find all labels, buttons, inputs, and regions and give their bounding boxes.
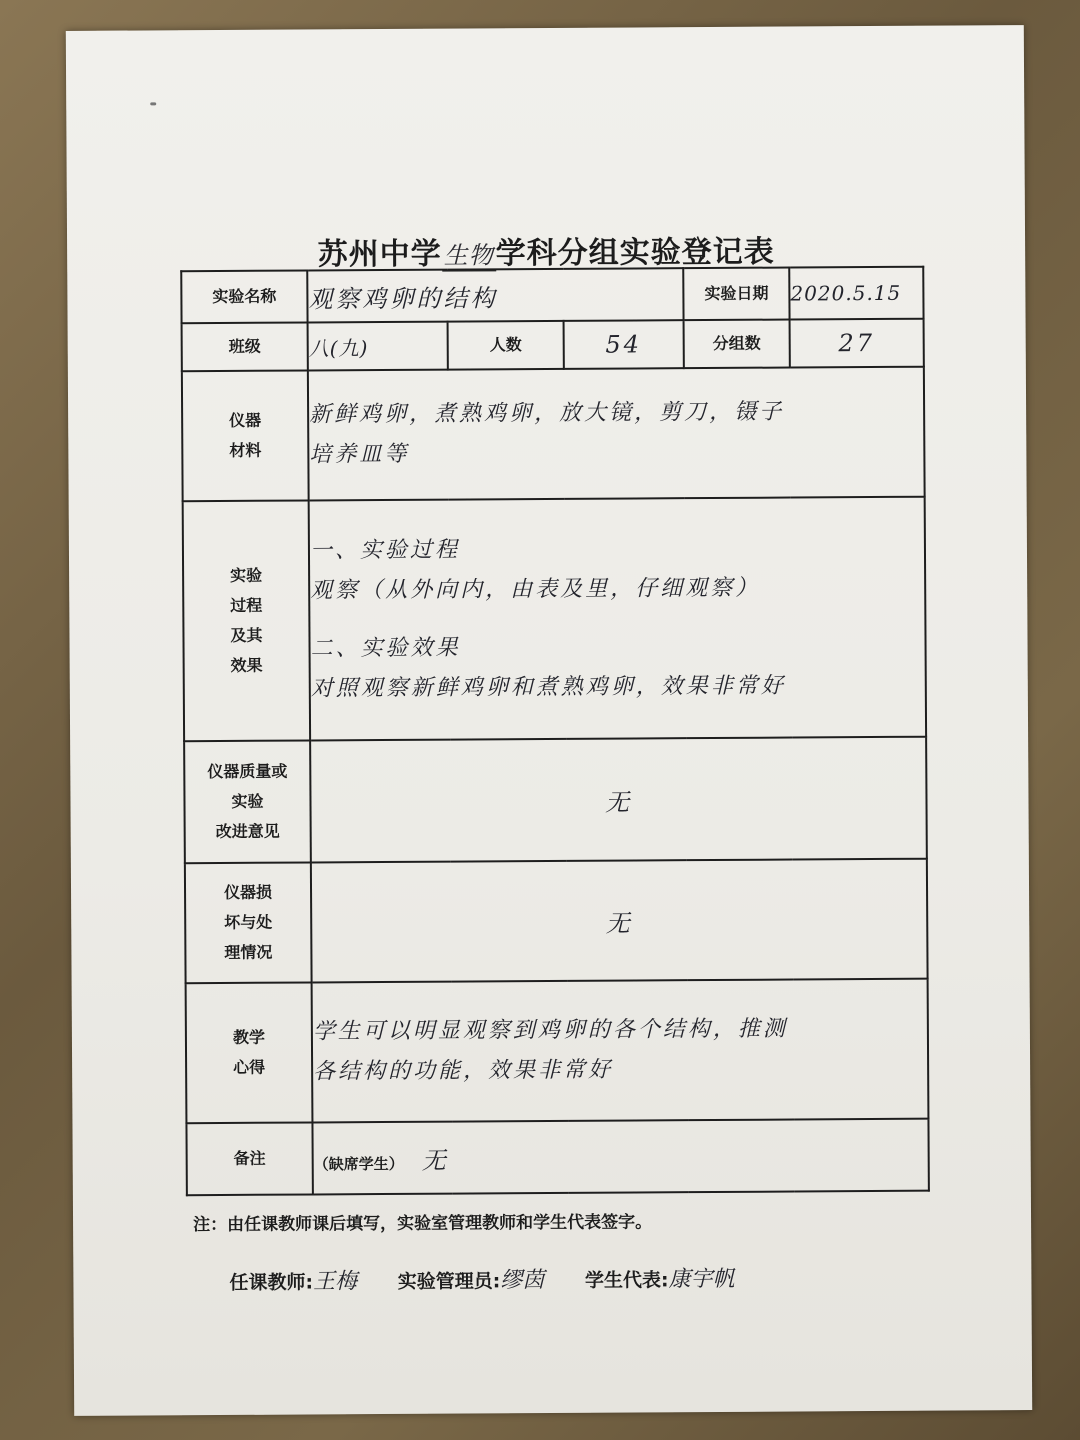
experiment-name-value: 观察鸡卵的结构 xyxy=(307,268,683,322)
process-line: 观察（从外向内，由表及里，仔细观察） xyxy=(310,575,761,604)
row-improvement xyxy=(184,737,927,864)
materials-line: 培养皿等 xyxy=(309,441,410,468)
label-line: 心得 xyxy=(233,1057,266,1077)
label-line: 实验 xyxy=(230,565,263,585)
process-value xyxy=(309,497,926,741)
improvement-value: 无 xyxy=(310,737,927,863)
lab-manager-signature: 缪茵 xyxy=(500,1268,545,1294)
label-line: 过程 xyxy=(230,595,263,615)
label-materials xyxy=(182,370,309,501)
process-line: 二、实验效果 xyxy=(310,635,461,662)
label-process xyxy=(183,500,310,741)
damage-value: 无 xyxy=(311,859,928,983)
label-line: 材料 xyxy=(229,440,262,460)
label-line: 实验 xyxy=(231,791,264,811)
label-line: 仪器 xyxy=(229,410,262,430)
label-group-count: 分组数 xyxy=(684,320,790,369)
reflection-value xyxy=(312,979,929,1123)
signature-line xyxy=(229,1262,768,1296)
row-remarks xyxy=(186,1119,928,1196)
row-process xyxy=(183,497,926,742)
label-class: 班级 xyxy=(182,322,308,371)
label-reflection xyxy=(186,982,313,1123)
student-rep-signature: 康宇帆 xyxy=(668,1266,735,1293)
class-value: 八(九) xyxy=(308,322,448,371)
materials-line: 新鲜鸡卵，煮熟鸡卵，放大镜，剪刀，镊子 xyxy=(309,399,785,428)
registration-form xyxy=(180,266,930,1197)
remarks-value xyxy=(312,1119,928,1195)
label-line: 教学 xyxy=(232,1027,265,1047)
row-damage xyxy=(185,859,928,984)
label-remarks: 备注 xyxy=(186,1122,312,1195)
label-line: 理情况 xyxy=(224,942,273,962)
process-line: 对照观察新鲜鸡卵和煮熟鸡卵，效果非常好 xyxy=(310,673,786,702)
teacher-label: 任课教师: xyxy=(229,1271,314,1294)
paper-sheet xyxy=(66,25,1032,1416)
label-line: 仪器质量或 xyxy=(207,761,288,782)
row-reflection xyxy=(186,979,929,1124)
title-subject: 生物 xyxy=(442,241,496,271)
label-headcount: 人数 xyxy=(448,321,564,370)
row-materials xyxy=(182,367,925,502)
materials-value xyxy=(308,367,925,501)
experiment-date-value: 2020.5.15 xyxy=(789,267,923,320)
label-experiment-name: 实验名称 xyxy=(181,270,307,323)
absent-label: （缺席学生） xyxy=(313,1154,404,1173)
teacher-signature: 王梅 xyxy=(312,1269,358,1295)
remarks-text: 无 xyxy=(421,1146,449,1175)
label-line: 仪器损 xyxy=(223,882,273,902)
lab-manager-label: 实验管理员: xyxy=(397,1270,501,1293)
label-line: 坏与处 xyxy=(224,912,273,932)
title-suffix: 学科分组实验登记表 xyxy=(495,234,775,272)
label-improvement xyxy=(184,740,311,863)
title-prefix: 苏州中学 xyxy=(317,236,442,273)
label-line: 及其 xyxy=(230,625,263,645)
footnote: 注：由任课教师课后填写，实验室管理教师和学生代表签字。 xyxy=(193,1212,653,1236)
reflection-line: 学生可以明显观察到鸡卵的各个结构，推测 xyxy=(312,1016,788,1045)
paper-mark xyxy=(150,102,156,105)
student-rep-label: 学生代表: xyxy=(584,1269,669,1292)
row-experiment-name xyxy=(181,267,923,324)
label-line: 效果 xyxy=(230,655,263,675)
label-damage xyxy=(185,862,312,983)
group-count-value: 27 xyxy=(790,319,924,368)
label-experiment-date: 实验日期 xyxy=(683,268,789,321)
reflection-line: 各结构的功能，效果非常好 xyxy=(313,1057,614,1085)
label-line: 改进意见 xyxy=(215,821,280,842)
row-class-info xyxy=(182,319,924,372)
headcount-value: 54 xyxy=(564,320,684,369)
process-line: 一、实验过程 xyxy=(309,537,461,564)
